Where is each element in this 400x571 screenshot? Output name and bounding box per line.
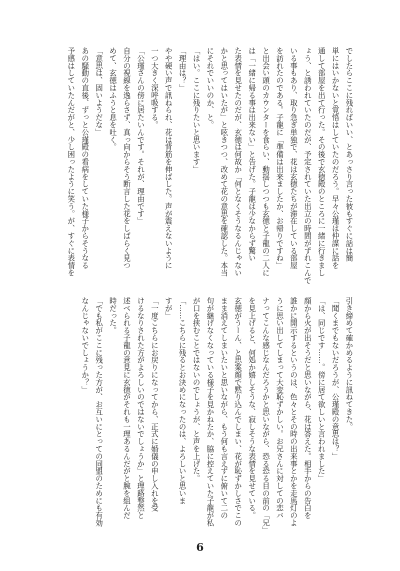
text-column: を見上げると、何処か嬉しそうな、寂しそうな表情を見せている。 (247, 297, 257, 519)
text-column: 予感はしていたんだがと、少し困ったように笑う。が、すぐに表情を (66, 47, 76, 277)
text-column: ナってこんな感じなんだろうかと思いながら、恐る恐る目の前の「兄」 (261, 297, 271, 534)
text-column: 述べられる子龍の意見に玄徳がそれも一理あるんだがと腕を組んだ (122, 297, 132, 519)
text-column: かと思ってはいたが」と呟きつつ、改めて花の意思を確認した。本当 (219, 47, 229, 277)
text-column: めて、玄徳はふうと息を吐く。 (108, 47, 118, 151)
text-column: やや硬い声で訊ねられ、花は背筋を伸ばした。声が震えないように (164, 47, 174, 269)
text-column: けるなりされた方がよろしいのではないでしょうか」と理路整然と (136, 297, 146, 519)
text-column: 「でも私がここに残った方が、お互いにとっての同盟のためにも有効 (94, 297, 104, 527)
text-column: 「理由は？」 (178, 47, 188, 92)
text-column: 通して部屋を出て行った。その後で玄徳殿のところに一緒に行きまし (317, 47, 327, 277)
text-column: 「一度こちらにお戻りになってから、正式に婚儀の申し入れを受 (150, 297, 160, 512)
text-column: と出会い頭のカウンターを食らい、動揺しつつも玄徳と子龍の二人に (261, 47, 271, 277)
text-column: た表情を見せたのだが、玄徳は何故か「何となくそうなるんじゃない (233, 47, 243, 277)
text-column: すが」 (164, 297, 174, 320)
text-column: 「聞くまでもないだろうが、公瑾殿の意思は？」 (331, 297, 341, 460)
text-column: なんじゃないでしょうか？」 (80, 297, 90, 394)
text-column: 時だった。 (108, 297, 118, 334)
text-column: 顔から火が出そうだと思いながら、花は答えた。相手からの告白を (303, 297, 313, 519)
lower-text-block (78, 297, 356, 535)
text-column: いる事もあり、取り急ぎ単独で、花は玄徳たちが滞在している部屋 (289, 47, 299, 269)
text-column: が口を挟むことではないのでしょうが、と声を上げた。 (192, 297, 202, 482)
text-column: まま消えてしまいたいと思いながら、もう何も言えずに俯いて二の (219, 297, 229, 519)
text-column: 「は、同じです……。傍に居て欲しいと言われました」 (317, 297, 327, 482)
text-column: ょう、と誘われていたのだが、予定されていた出立の時間がずれこんで (303, 47, 313, 284)
text-column: 「はい。ここに残りたいと思います」 (192, 47, 202, 173)
text-column: は「一緒に帰る事は出来ない」と告げた。子龍は少なからず驚い (247, 47, 257, 262)
page-number: 6 (196, 541, 204, 554)
text-column: 引き締めて確かめるように訊ねてきた。 (345, 297, 354, 431)
text-column: 「……こちらに残るとお決めになったのは、よろしいと思いま (178, 297, 188, 505)
upper-text-block (64, 47, 356, 285)
text-column: うに思い出してしまって大変恥ずかしい。お兄さんに対しての恋バ (275, 297, 285, 519)
text-column: 誰かに開示するというのは、色々とその時の出来事とかを走馬灯のよ (289, 297, 299, 527)
text-column: あの騒動の直後、ずっと公瑾殿の看病をしていた様子からそうなる (80, 47, 90, 269)
text-column: 一つ大きく深呼吸する。 (150, 47, 160, 129)
text-column: 玄徳がうーん、と思案顔で黙り込んでしまい、花が恥ずかしさでこの (233, 297, 243, 527)
text-column: 「意思は、固いようだな」 (94, 47, 104, 136)
text-column: 自分の視線を逸らさず、真っ向からそう断言した花をしばらく見つ (122, 47, 132, 269)
text-column: を訪れたのである。子龍に「準備は出来ましたか、お帰りですね」 (275, 47, 285, 269)
text-column: でしたらここに残ればいい、とあっさり言った彼もすぐに話は簡 (345, 47, 354, 262)
text-column: 句が継げなくなっている様子を見かねたか、脇に控えていた子龍が私 (205, 297, 215, 527)
text-column: にそれでいいのか、と。 (205, 47, 215, 129)
text-column: 「公瑾さんの傍に居たいんです。それが、理由です」 (136, 47, 146, 225)
text-column: 単にはいかないと覚悟はしていたのだろう。早々公瑾は仲謀に話を (331, 47, 341, 269)
